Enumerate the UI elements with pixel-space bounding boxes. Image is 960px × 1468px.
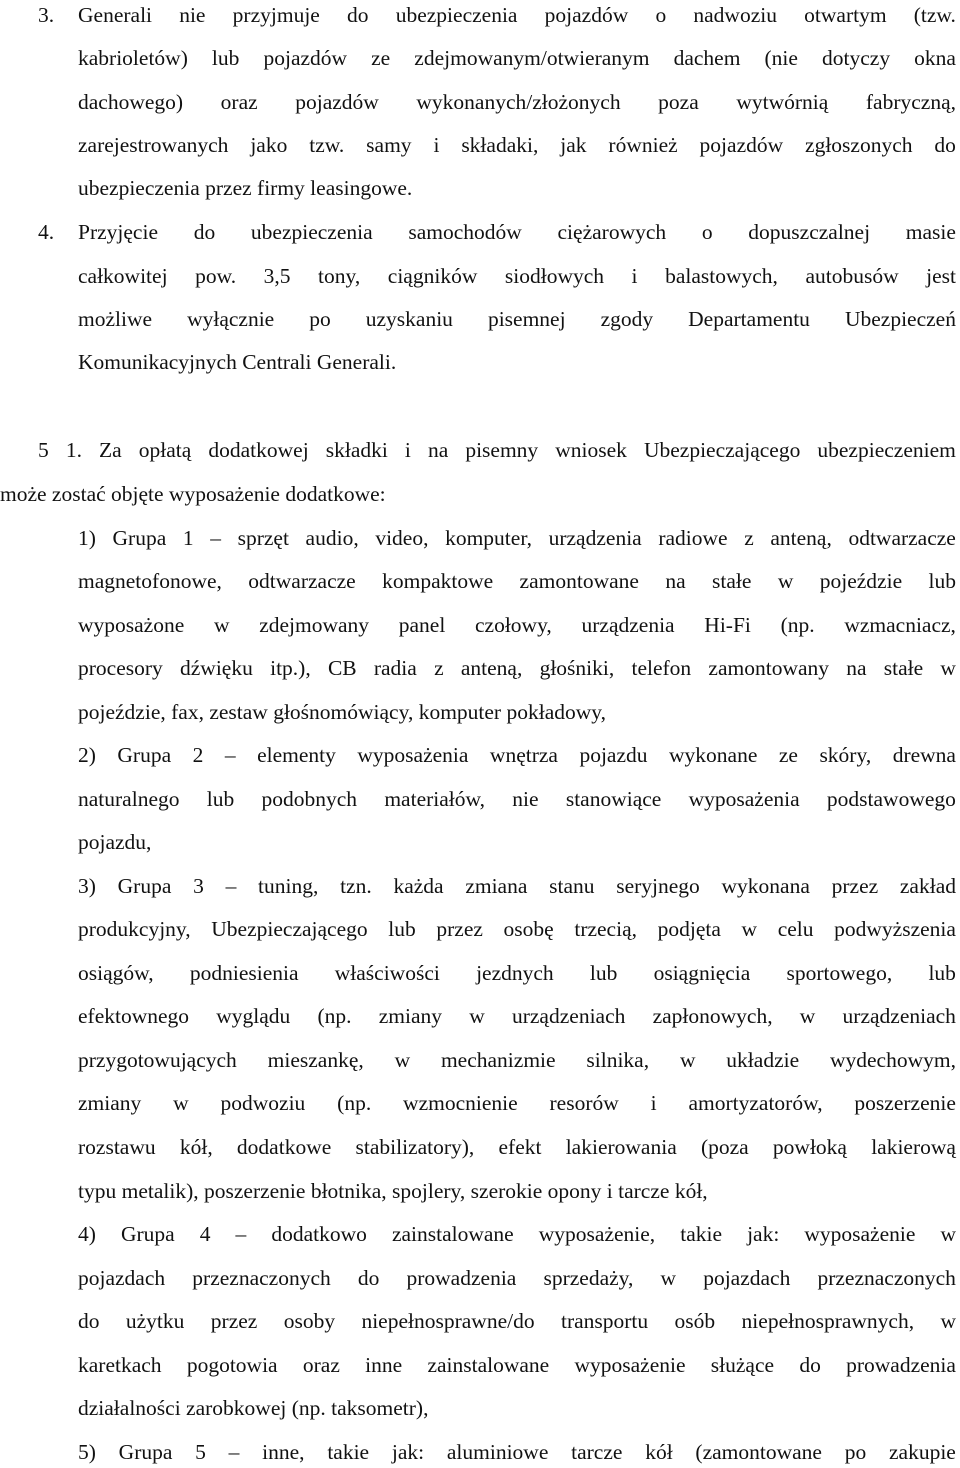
text-line: działalności zarobkowej (np. taksometr),: [78, 1396, 429, 1420]
text-line: dachowego) oraz pojazdów wykonanych/złożonych poza wytwórnią fabryczną,: [78, 90, 956, 114]
text-line: pojeździe, fax, zestaw głośnomówiący, komputer pokładowy,: [78, 700, 606, 724]
text-line: 4) Grupa 4 – dodatkowo zainstalowane wyposażenie, takie jak: wyposażenie w: [78, 1222, 956, 1246]
text-line: Komunikacyjnych Centrali Generali.: [78, 350, 397, 374]
text-line: pojazdu,: [78, 830, 152, 854]
text-line: magnetofonowe, odtwarzacze kompaktowe zamontowane na stałe w pojeździe lub: [78, 569, 956, 593]
text-line: karetkach pogotowia oraz inne zainstalowane wyposażenie służące do prowadzenia: [78, 1353, 956, 1377]
text-line: produkcyjny, Ubezpieczającego lub przez osobę trzecią, podjęta w celu podwyższenia: [78, 917, 956, 941]
list-number: 4.: [38, 220, 55, 244]
text-line: ubezpieczenia przez firmy leasingowe.: [78, 176, 413, 200]
text-line: zarejestrowanych jako tzw. samy i składaki, jak również pojazdów zgłoszonych do: [78, 133, 956, 157]
text-line: 2) Grupa 2 – elementy wyposażenia wnętrza pojazdu wykonane ze skóry, drewna: [78, 743, 956, 767]
text-line: całkowitej pow. 3,5 tony, ciągników siodłowych i balastowych, autobusów jest: [78, 264, 956, 288]
text-line: do użytku przez osoby niepełnosprawne/do transportu osób niepełnosprawnych, w: [78, 1309, 956, 1333]
text-line: 3) Grupa 3 – tuning, tzn. każda zmiana stanu seryjnego wykonana przez zakład: [78, 874, 956, 898]
text-line: typu metalik), poszerzenie błotnika, spojlery, szerokie opony i tarcze kół,: [78, 1179, 708, 1203]
text-line: pojazdach przeznaczonych do prowadzenia sprzedaży, w pojazdach przeznaczonych: [78, 1266, 956, 1290]
text-line: 5) Grupa 5 – inne, takie jak: aluminiowe tarcze kół (zamontowane po zakupie: [78, 1440, 956, 1464]
text-line: procesory dźwięku itp.), CB radia z anteną, głośniki, telefon zamontowany na stałe w: [78, 656, 956, 680]
text-line: może zostać objęte wyposażenie dodatkowe:: [0, 482, 386, 506]
text-line: Generali nie przyjmuje do ubezpieczenia pojazdów o nadwoziu otwartym (tzw.: [78, 3, 956, 27]
text-line: możliwe wyłącznie po uzyskaniu pisemnej zgody Departamentu Ubezpieczeń: [78, 307, 956, 331]
text-line: rozstawu kół, dodatkowe stabilizatory), efekt lakierowania (poza powłoką lakierową: [78, 1135, 956, 1159]
list-number: 3.: [38, 3, 55, 27]
text-line: zmiany w podwoziu (np. wzmocnienie resorów i amortyzatorów, poszerzenie: [78, 1091, 956, 1115]
text-line: naturalnego lub podobnych materiałów, nie stanowiące wyposażenia podstawowego: [78, 787, 956, 811]
text-line: 1) Grupa 1 – sprzęt audio, video, komputer, urządzenia radiowe z anteną, odtwarzacze: [78, 526, 956, 550]
section-heading-line: 5 1. Za opłatą dodatkowej składki i na pisemny wniosek Ubezpieczającego ubezpieczeniem: [38, 438, 956, 462]
text-line: efektownego wyglądu (np. zmiany w urządzeniach zapłonowych, w urządzeniach: [78, 1004, 956, 1028]
text-line: Przyjęcie do ubezpieczenia samochodów ciężarowych o dopuszczalnej masie: [78, 220, 956, 244]
text-line: kabrioletów) lub pojazdów ze zdejmowanym/otwieranym dachem (nie dotyczy okna: [78, 46, 956, 70]
text-line: osiągów, podniesienia właściwości jezdnych lub osiągnięcia sportowego, lub: [78, 961, 956, 985]
text-line: wyposażone w zdejmowany panel czołowy, urządzenia Hi-Fi (np. wzmacniacz,: [78, 613, 956, 637]
text-line: przygotowujących mieszankę, w mechanizmie silnika, w układzie wydechowym,: [78, 1048, 956, 1072]
